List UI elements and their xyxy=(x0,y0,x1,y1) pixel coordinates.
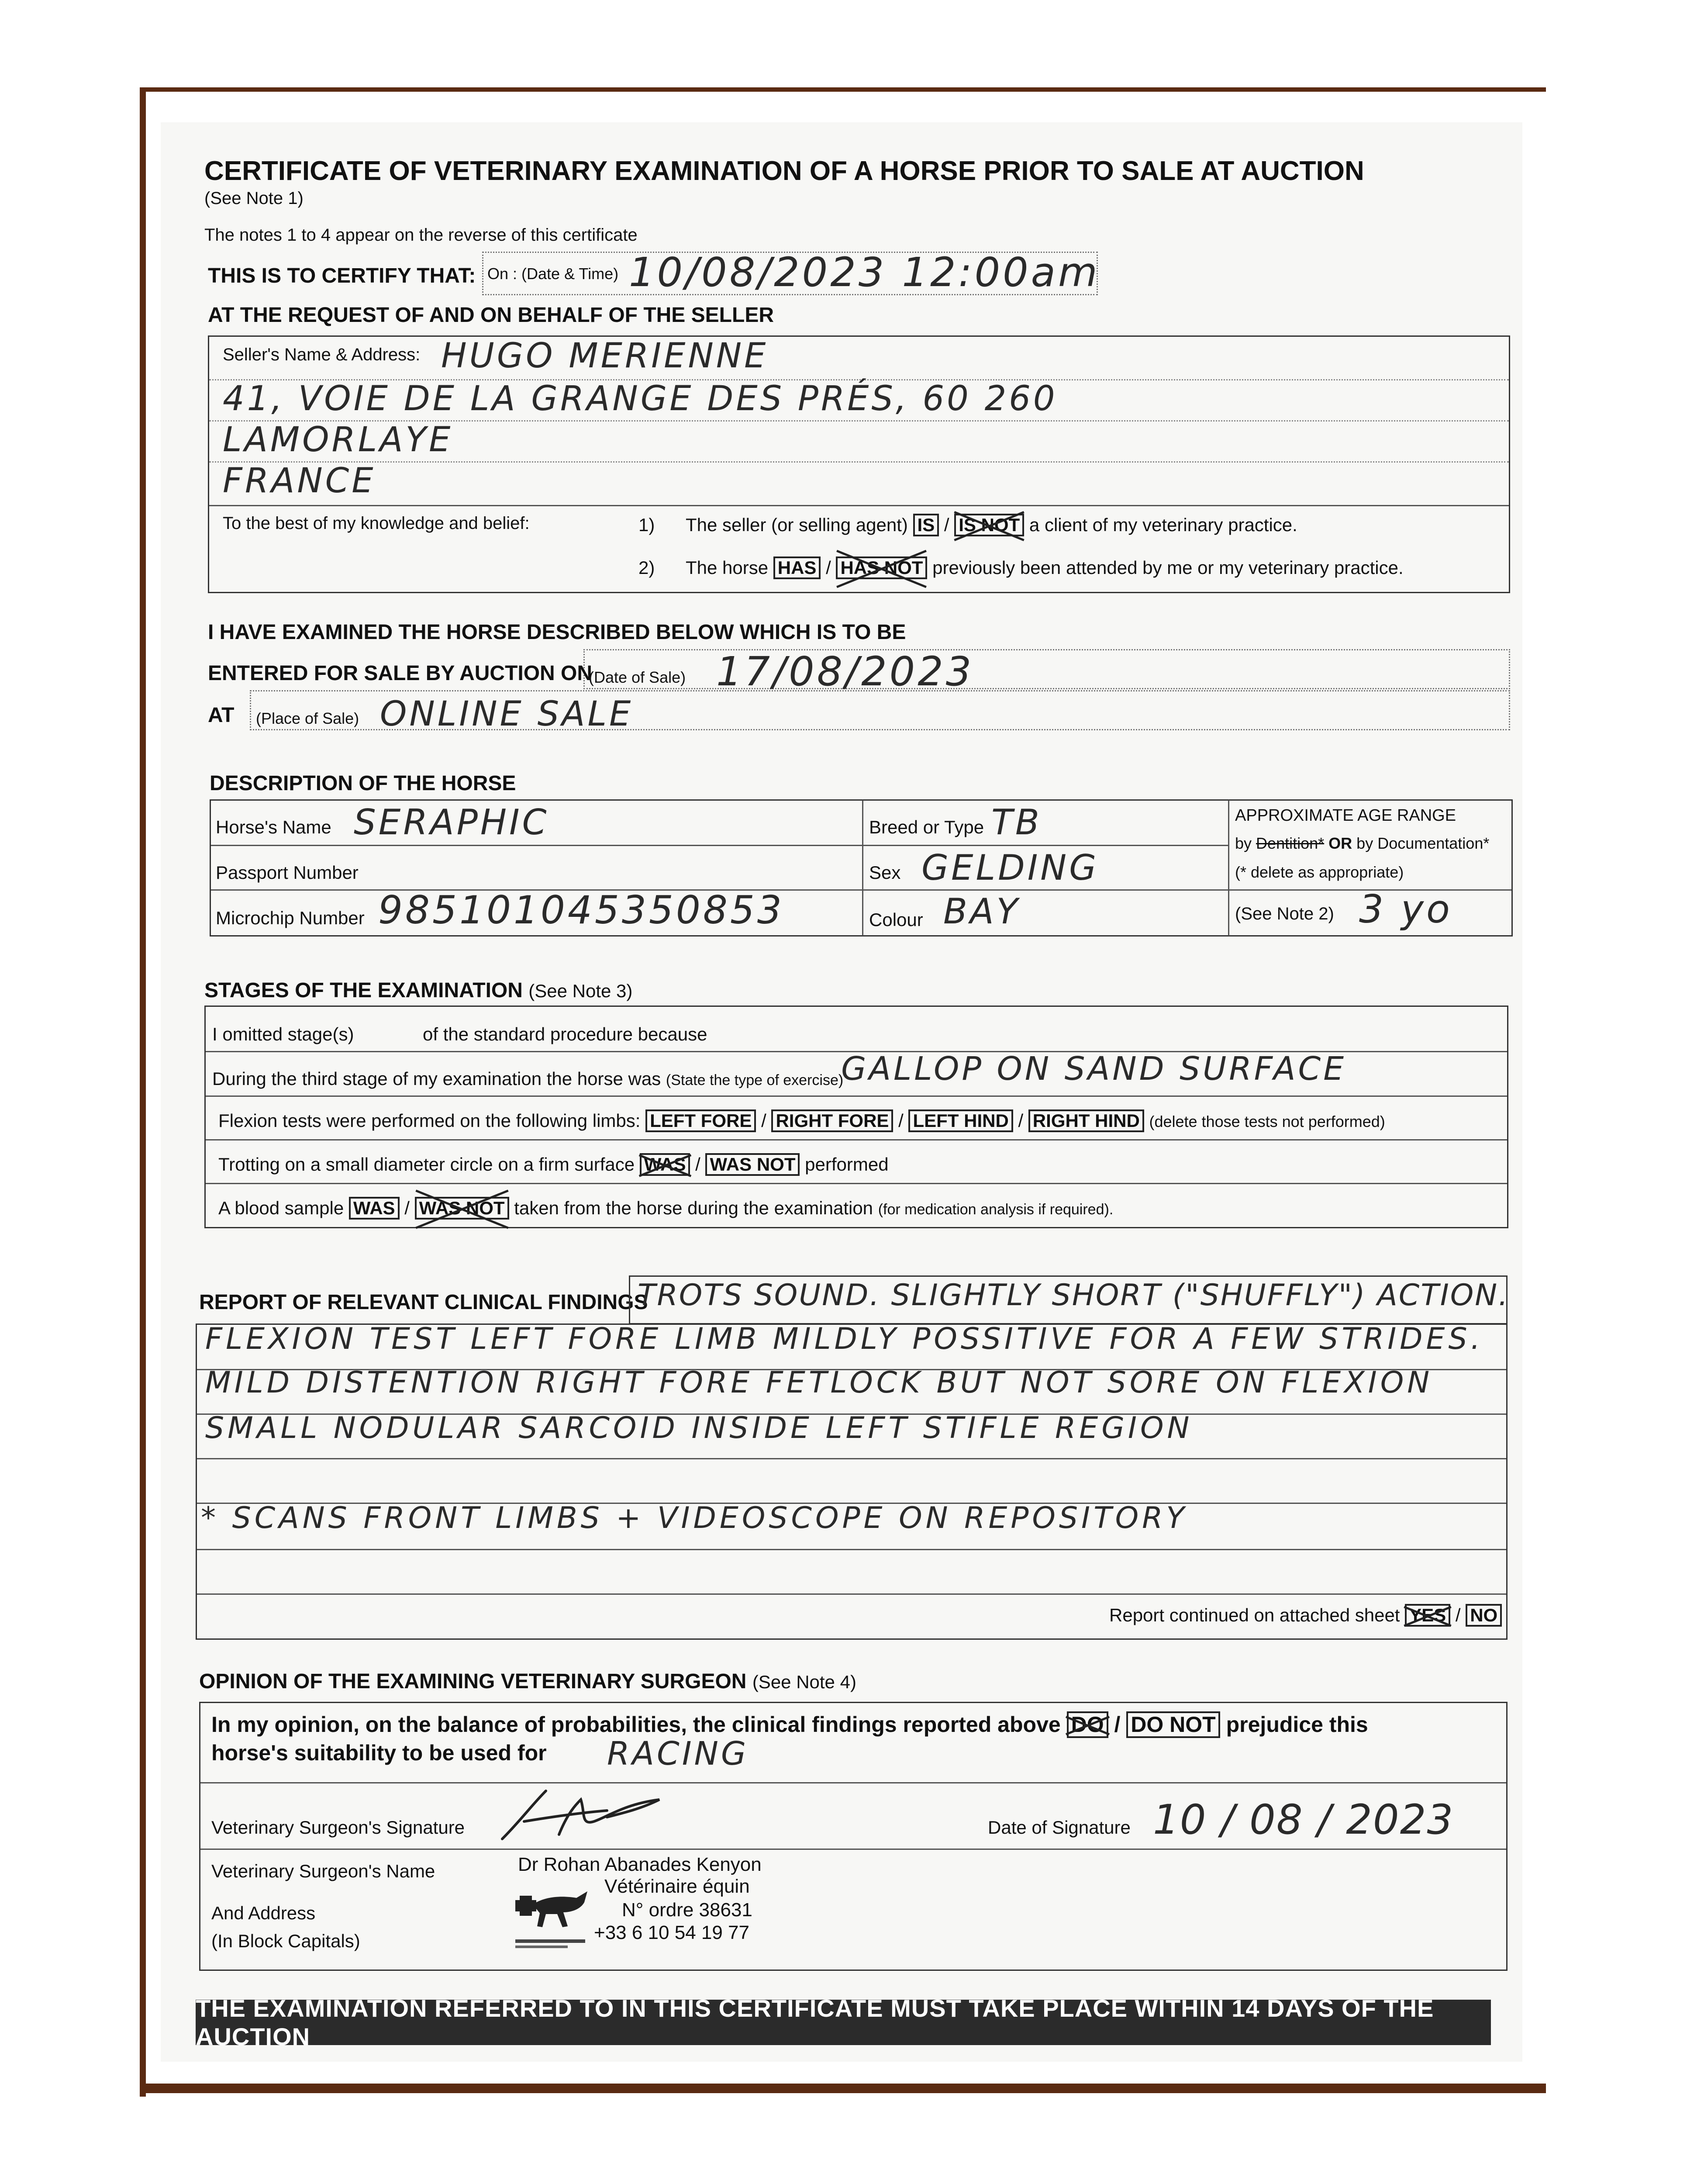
seller-address-line-1: 41, VOIE DE LA GRANGE DES PRÉS, 60 260 xyxy=(223,379,1058,418)
report-line-4: SMALL NODULAR SARCOID INSIDE LEFT STIFLE REGION xyxy=(205,1411,1193,1445)
report-row-line-5 xyxy=(197,1549,1506,1550)
date-signature-value: 10 / 08 / 2023 xyxy=(1153,1796,1454,1844)
microchip-label: Microchip Number xyxy=(216,908,365,928)
vet-stamp-line-4: +33 6 10 54 19 77 xyxy=(594,1922,749,1943)
breed-label: Breed or Type xyxy=(869,817,984,837)
report-line-1: TROTS SOUND. SLIGHTLY SHORT ("SHUFFLY") ACTION. xyxy=(638,1278,1509,1313)
stages-row-line-2 xyxy=(206,1095,1507,1097)
age-documentation-label: by Documentation* xyxy=(1356,834,1490,852)
date-time-label: On : (Date & Time) xyxy=(487,265,619,283)
report-continued-line: Report continued on attached sheet YES / NO xyxy=(1109,1604,1502,1627)
wood-edge-top xyxy=(140,87,1546,92)
colour-value: BAY xyxy=(943,891,1021,932)
place-of-sale-label: (Place of Sale) xyxy=(256,709,359,727)
flexion-right-hind[interactable]: RIGHT HIND xyxy=(1028,1109,1144,1132)
seller-address-line-2: LAMORLAYE xyxy=(223,420,453,460)
age-see-note-2: (See Note 2) xyxy=(1235,904,1334,923)
opinion-text-pre: In my opinion, on the balance of probabilities, the clinical findings reported above xyxy=(211,1712,1061,1737)
date-time-value: 10/08/2023 12:00am xyxy=(629,249,1100,296)
passport-label: Passport Number xyxy=(216,862,359,883)
belief-item-2-slash: / xyxy=(826,557,831,578)
seller-row-line-3 xyxy=(209,461,1509,463)
notes-line: The notes 1 to 4 appear on the reverse of this certificate xyxy=(204,225,638,245)
vet-name-label: Veterinary Surgeon's Name xyxy=(211,1861,435,1881)
certificate-title: CERTIFICATE OF VETERINARY EXAMINATION OF A HORSE PRIOR TO SALE AT AUCTION xyxy=(204,156,1364,186)
blood-pre: A blood sample xyxy=(218,1198,344,1218)
third-stage-label: During the third stage of my examination the horse was xyxy=(212,1068,661,1089)
age-dentition-struck: Dentition* xyxy=(1256,834,1325,852)
report-row-line-3 xyxy=(197,1458,1506,1459)
trotting-label: Trotting on a small diameter circle on a firm surface xyxy=(218,1154,635,1175)
opinion-do-not-option[interactable]: DO NOT xyxy=(1126,1711,1220,1738)
third-stage-value: GALLOP ON SAND SURFACE xyxy=(841,1050,1346,1088)
belief-item-2-post: previously been attended by me or my veterinary practice. xyxy=(932,557,1404,578)
wood-edge-bottom xyxy=(140,2084,1546,2093)
omitted-stage-post: of the standard procedure because xyxy=(423,1024,707,1044)
continued-yes-option-struck[interactable]: YES xyxy=(1405,1604,1450,1627)
trotting-was-option-struck[interactable]: WAS xyxy=(640,1153,690,1176)
signature-label: Veterinary Surgeon's Signature xyxy=(211,1817,465,1838)
flexion-note: (delete those tests not performed) xyxy=(1149,1113,1385,1130)
third-stage-line xyxy=(212,1068,843,1089)
horse-table-row-line-1 xyxy=(211,845,1228,846)
date-of-sale-label: (Date of Sale) xyxy=(589,668,686,686)
seller-row-line-4 xyxy=(209,505,1509,506)
stages-note: (See Note 3) xyxy=(528,981,633,1001)
footer-banner: THE EXAMINATION REFERRED TO IN THIS CERTIFICATE MUST TAKE PLACE WITHIN 14 DAYS OF THE AUCTION xyxy=(196,2000,1491,2045)
trotting-line: Trotting on a small diameter circle on a firm surface WAS / WAS NOT performed xyxy=(218,1153,889,1176)
request-heading: AT THE REQUEST OF AND ON BEHALF OF THE SELLER xyxy=(208,304,774,327)
place-of-sale-value: ONLINE SALE xyxy=(380,695,634,734)
vet-stamp-line-3: N° ordre 38631 xyxy=(622,1899,752,1921)
entered-label: ENTERED FOR SALE BY AUCTION ON xyxy=(208,662,593,685)
blood-was-option[interactable]: WAS xyxy=(349,1197,400,1220)
age-by-label: by xyxy=(1235,834,1252,852)
opinion-do-option-struck[interactable]: DO xyxy=(1067,1711,1108,1738)
opinion-use-value: RACING xyxy=(607,1735,749,1773)
belief-item-1 xyxy=(638,514,1297,536)
age-value: 3 yo xyxy=(1359,887,1452,932)
belief-item-1-post: a client of my veterinary practice. xyxy=(1029,515,1297,535)
seller-name: HUGO MERIENNE xyxy=(441,336,769,376)
age-delete-note: (* delete as appropriate) xyxy=(1235,863,1404,881)
client-is-not-option-struck[interactable]: IS NOT xyxy=(954,514,1024,536)
belief-item-1-text: The seller (or selling agent) xyxy=(685,515,908,535)
opinion-heading-line xyxy=(199,1669,856,1693)
opinion-heading: OPINION OF THE EXAMINING VETERINARY SURGEON xyxy=(199,1670,747,1693)
flexion-left-fore[interactable]: LEFT FORE xyxy=(645,1109,756,1132)
stages-row-line-4 xyxy=(206,1183,1507,1184)
age-method-line xyxy=(1235,834,1489,853)
horse-name-value: SERAPHIC xyxy=(354,802,549,843)
horse-has-option[interactable]: HAS xyxy=(773,556,821,579)
vet-address-label: And Address xyxy=(211,1903,316,1923)
blood-was-not-option-struck[interactable]: WAS NOT xyxy=(415,1197,509,1220)
seller-block xyxy=(208,335,1510,593)
age-title: APPROXIMATE AGE RANGE xyxy=(1235,806,1456,825)
vet-block-caps-label: (In Block Capitals) xyxy=(211,1931,360,1951)
microchip-value: 985101045350853 xyxy=(378,888,784,933)
third-stage-small: (State the type of exercise) xyxy=(666,1072,844,1089)
sex-label: Sex xyxy=(869,862,901,883)
blood-small: (for medication analysis if required). xyxy=(878,1201,1114,1218)
opinion-text-line-1: In my opinion, on the balance of probabilities, the clinical findings reported above DO / DO NOT prejudice this xyxy=(211,1711,1368,1738)
sex-value: GELDING xyxy=(921,847,1099,888)
stages-heading: STAGES OF THE EXAMINATION xyxy=(204,979,523,1002)
belief-item-2 xyxy=(638,556,1404,579)
date-signature-label: Date of Signature xyxy=(988,1817,1131,1838)
report-line-3: MILD DISTENTION RIGHT FORE FETLOCK BUT NOT SORE ON FLEXION xyxy=(205,1365,1433,1400)
wood-edge-left xyxy=(140,87,146,2097)
see-note-1: (See Note 1) xyxy=(204,189,304,208)
opinion-row-line-1 xyxy=(200,1782,1506,1783)
colour-label: Colour xyxy=(869,909,923,930)
belief-item-1-number: 1) xyxy=(638,515,655,535)
client-is-option[interactable]: IS xyxy=(913,514,939,536)
opinion-row-line-2 xyxy=(200,1849,1506,1850)
belief-item-1-slash: / xyxy=(944,515,949,535)
certify-label: THIS IS TO CERTIFY THAT: xyxy=(208,264,476,287)
stages-heading-line xyxy=(204,978,632,1002)
seller-address-line-3: FRANCE xyxy=(223,461,376,501)
belief-label: To the best of my knowledge and belief: xyxy=(223,514,530,533)
opinion-text-line-2: horse's suitability to be used for xyxy=(211,1741,547,1765)
horse-table-divider-1 xyxy=(862,800,863,936)
trotting-was-not-option[interactable]: WAS NOT xyxy=(705,1153,800,1176)
opinion-text-post: prejudice this xyxy=(1226,1712,1368,1737)
trotting-post: performed xyxy=(805,1154,889,1175)
veterinary-signature xyxy=(493,1787,677,1848)
omitted-stage-pre: I omitted stage(s) xyxy=(212,1024,354,1044)
breed-value: TB xyxy=(991,802,1042,843)
examined-heading: I HAVE EXAMINED THE HORSE DESCRIBED BELOW WHICH IS TO BE xyxy=(208,621,906,644)
flexion-line: Flexion tests were performed on the following limbs: LEFT FORE / RIGHT FORE / LEFT HIND / RIGHT HIND (delete those tests not performed) xyxy=(218,1109,1385,1132)
opinion-note: (See Note 4) xyxy=(752,1672,856,1692)
horse-name-label: Horse's Name xyxy=(216,817,331,837)
vet-stamp-line-2: Vétérinaire équin xyxy=(604,1876,750,1897)
horse-table-divider-2 xyxy=(1228,800,1229,936)
belief-item-2-text: The horse xyxy=(685,557,769,578)
belief-item-2-number: 2) xyxy=(638,557,655,578)
at-label: AT xyxy=(208,704,235,727)
report-heading: REPORT OF RELEVANT CLINICAL FINDINGS xyxy=(199,1291,648,1314)
vet-stamp-horse-logo xyxy=(515,1878,594,1952)
horse-has-not-option-struck[interactable]: HAS NOT xyxy=(836,556,927,579)
seller-label: Seller's Name & Address: xyxy=(223,345,421,364)
continued-no-option[interactable]: NO xyxy=(1466,1604,1502,1627)
flexion-label: Flexion tests were performed on the following limbs: xyxy=(218,1110,641,1131)
stages-row-line-3 xyxy=(206,1139,1507,1140)
blood-line: A blood sample WAS / WAS NOT taken from the horse during the examination (for medication analysis if required). xyxy=(218,1197,1113,1220)
report-continued-label: Report continued on attached sheet xyxy=(1109,1605,1400,1625)
date-of-sale-value: 17/08/2023 xyxy=(716,648,974,695)
report-row-line-6 xyxy=(197,1593,1506,1595)
flexion-left-hind[interactable]: LEFT HIND xyxy=(908,1109,1013,1132)
report-line-6: * SCANS FRONT LIMBS + VIDEOSCOPE ON REPOSITORY xyxy=(201,1501,1188,1535)
age-or-label: OR xyxy=(1328,834,1352,852)
flexion-right-fore[interactable]: RIGHT FORE xyxy=(771,1109,893,1132)
description-heading: DESCRIPTION OF THE HORSE xyxy=(210,772,516,795)
report-line-2: FLEXION TEST LEFT FORE LIMB MILDLY POSSITIVE FOR A FEW STRIDES. xyxy=(205,1322,1484,1356)
blood-post: taken from the horse during the examination xyxy=(514,1198,873,1218)
vet-stamp-line-1: Dr Rohan Abanades Kenyon xyxy=(518,1854,762,1875)
